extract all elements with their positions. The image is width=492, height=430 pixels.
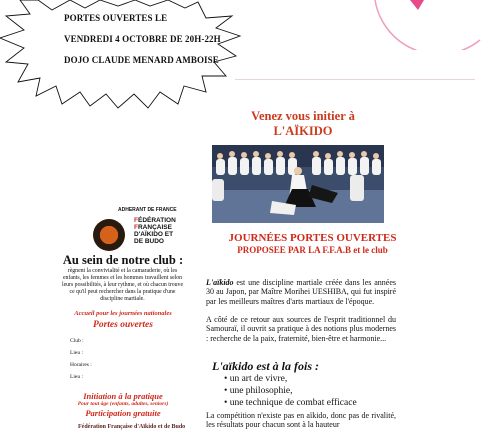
announcement-line3: DOJO CLAUDE MENARD AMBOISE <box>64 55 219 65</box>
intro-p1-text: est une discipline martiale créée dans les années 30 au Japon, par Maître Morihei UESHIBA, qui fut inspiré par les meilleurs maîtres d'arts martiaux de l'époque. <box>206 278 396 306</box>
aikido-dojo-photo <box>212 145 384 223</box>
journees-title: JOURNÉES PORTES OUVERTES <box>228 232 397 244</box>
divider <box>235 79 475 80</box>
ffab-line: DE BUDO <box>134 238 164 245</box>
initiation-title: Initiation à la pratique <box>83 391 163 401</box>
headline-line2: L'AÏKIDO <box>273 124 333 138</box>
ffab-line: FRANÇAISE <box>134 224 172 231</box>
footer-org: Fédération Française d'Aïkido et de Budo <box>78 424 186 430</box>
bullet-item: • un art de vivre, <box>224 374 288 384</box>
field-lieu-2: Lieu : <box>70 374 83 380</box>
club-text: règnent la convivialité et la camaraderie, où les enfants, les femmes et les hommes travaillent selon leurs possibilités, à leur rythme, et où chacun trouve ce qu'il peut rechercher dans la pratique d'une discipline martiale. <box>61 268 184 302</box>
accueil-line2: Portes ouvertes <box>93 320 153 330</box>
section-title: L'aïkido est à la fois : <box>212 359 319 373</box>
field-horaires: Horaires : <box>70 362 92 368</box>
bullet-item: • une philosophie, <box>224 386 293 396</box>
ffab-logo <box>93 219 125 251</box>
bullet-item: • une technique de combat efficace <box>224 398 357 408</box>
journees-subtitle: PROPOSEE PAR LA F.F.A.B et le club <box>237 245 388 255</box>
ffab-line: FÉDÉRATION <box>134 217 176 224</box>
participation: Participation gratuite <box>85 408 161 418</box>
ffab-line: D'AÏKIDO ET <box>134 231 174 238</box>
accueil-line1: Accueil pour les journées nationales <box>74 310 172 317</box>
pink-circle-decoration <box>370 0 492 50</box>
field-club: Club : <box>70 338 84 344</box>
bullet-text: un art de vivre, <box>229 374 288 384</box>
ffab-small-caption: ADHERANT DE FRANCE <box>118 207 177 213</box>
intro-paragraph-1: L'aïkido est une discipline martiale créée dans les années 30 au Japon, par Maître Morihei UESHIBA, qui fut inspiré par les meilleurs maîtres d'arts martiaux de l'époque. <box>206 278 396 306</box>
footer-paragraph: La compétition n'existe pas en aïkido, donc pas de rivalité, les résultats pour chacun sont à la hauteur <box>206 411 396 430</box>
bullet-text: une philosophie, <box>229 386 293 396</box>
club-title: Au sein de notre club : <box>62 253 184 267</box>
announcement-line2: VENDREDI 4 OCTOBRE DE 20H-22H <box>64 34 221 44</box>
headline-line1: Venez vous initier à <box>251 109 355 123</box>
announcement-line1: PORTES OUVERTES LE <box>64 13 168 23</box>
bullet-text: une technique de combat efficace <box>229 398 357 408</box>
field-lieu: Lieu : <box>70 350 83 356</box>
initiation-subtitle: Pour tout âge (enfants, adultes, seniors) <box>77 401 169 407</box>
intro-paragraph-2: A côté de ce retour aux sources de l'esprit traditionnel du Samouraï, il ouvrit sa pratique à des notions plus modernes : recherche de la paix, fraternité, bien-être et harmonie... <box>206 315 396 343</box>
